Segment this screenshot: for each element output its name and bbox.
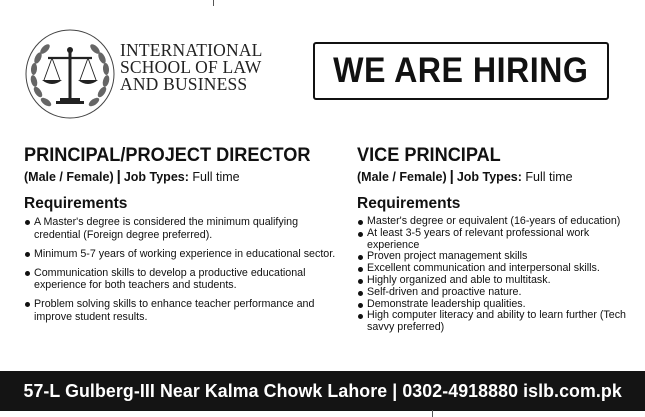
list-item: Excellent communication and interpersonal skills. xyxy=(357,263,637,275)
list-item: High computer literacy and ability to learn further (Tech savvy preferred) xyxy=(357,310,637,334)
school-name-line: INTERNATIONAL xyxy=(120,40,263,60)
list-item: Self-driven and proactive nature. xyxy=(357,287,637,299)
gender-label: (Male / Female) xyxy=(357,170,447,184)
gender-label: (Male / Female) xyxy=(24,170,114,184)
list-item: Communication skills to develop a productive educational experience for both teachers and students. xyxy=(24,267,344,292)
position-meta xyxy=(357,168,637,185)
job-types-label: Job Types: xyxy=(456,170,522,184)
school-name xyxy=(120,42,263,93)
hiring-banner-text: WE ARE HIRING xyxy=(333,51,589,90)
position-title: PRINCIPAL/PROJECT DIRECTOR xyxy=(24,144,311,166)
position-principal xyxy=(24,144,344,330)
list-item: Minimum 5-7 years of working experience in educational sector. xyxy=(24,248,344,261)
list-item: Master's degree or equivalent (16-years of education) xyxy=(357,216,637,228)
requirements-list xyxy=(357,216,637,334)
top-divider-line xyxy=(213,0,214,6)
position-title: VICE PRINCIPAL xyxy=(357,144,501,166)
list-item: A Master's degree is considered the minimum qualifying credential (Foreign degree preferred). xyxy=(24,216,344,241)
requirements-list xyxy=(24,216,344,323)
position-meta xyxy=(24,168,344,185)
list-item: Proven project management skills xyxy=(357,251,637,263)
separator: | xyxy=(116,168,121,185)
job-types-label: Job Types: xyxy=(123,170,189,184)
list-item: Demonstrate leadership qualities. xyxy=(357,299,637,311)
job-types-value: Full time xyxy=(525,170,573,184)
job-types-value: Full time xyxy=(192,170,240,184)
requirements-heading: Requirements xyxy=(24,195,128,212)
list-item: At least 3-5 years of relevant professional work experience xyxy=(357,228,637,252)
separator: | xyxy=(449,168,454,185)
school-name-line: SCHOOL OF LAW xyxy=(120,57,262,77)
school-name-line: AND BUSINESS xyxy=(120,74,248,94)
bottom-divider-line xyxy=(432,410,433,417)
list-item: Problem solving skills to enhance teacher performance and improve student results. xyxy=(24,298,344,323)
contact-footer xyxy=(0,371,645,411)
contact-info: 57-L Gulberg-III Near Kalma Chowk Lahore | 0302-4918880 islb.com.pk xyxy=(23,380,622,401)
scales-of-justice-laurel-icon xyxy=(24,28,116,120)
list-item: Highly organized and able to multitask. xyxy=(357,275,637,287)
requirements-heading: Requirements xyxy=(357,195,461,212)
position-vice-principal xyxy=(357,144,637,334)
hiring-banner xyxy=(313,42,609,100)
